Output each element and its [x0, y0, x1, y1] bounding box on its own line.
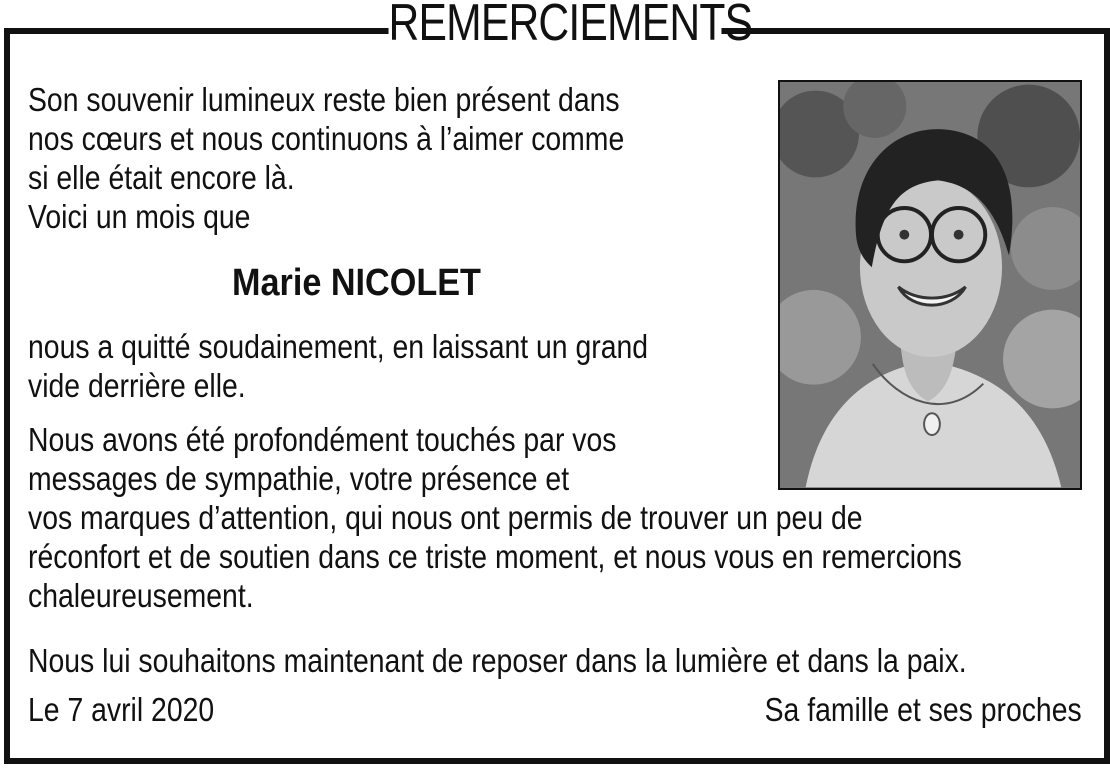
family-signature: Sa famille et ses proches [764, 691, 1082, 728]
intro-text [28, 80, 624, 236]
departure-text [28, 327, 648, 405]
portrait-illustration [780, 82, 1080, 488]
eye-left [899, 230, 909, 240]
intro-line: Voici un mois que [28, 198, 251, 235]
pendant [924, 413, 940, 435]
thanks-line: Nous avons été profondément touchés par vos [28, 421, 617, 458]
notice-title: REMERCIEMENTS [389, 0, 722, 54]
intro-line: Son souvenir lumineux reste bien présent dans [28, 81, 620, 118]
departure-line: vide derrière elle. [28, 367, 246, 404]
thanks-line: messages de sympathie, votre présence et [28, 460, 570, 497]
intro-line: si elle était encore là. [28, 159, 295, 196]
thanks-line: réconfort et de soutien dans ce triste moment, et nous vous en remercions [28, 538, 962, 575]
eye-right [954, 230, 964, 240]
deceased-name: Marie NICOLET [232, 262, 481, 304]
notice-date: Le 7 avril 2020 [28, 691, 215, 728]
thanks-line: chaleureusement. [28, 577, 254, 614]
closing-text: Nous lui souhaitons maintenant de reposer dans la lumière et dans la paix. [28, 642, 967, 679]
departure-line: nous a quitté soudainement, en laissant un grand [28, 328, 649, 365]
thanks-line: vos marques d’attention, qui nous ont permis de trouver un peu de [28, 499, 863, 536]
intro-line: nos cœurs et nous continuons à l’aimer comme [28, 120, 625, 157]
portrait-photo [778, 80, 1082, 490]
